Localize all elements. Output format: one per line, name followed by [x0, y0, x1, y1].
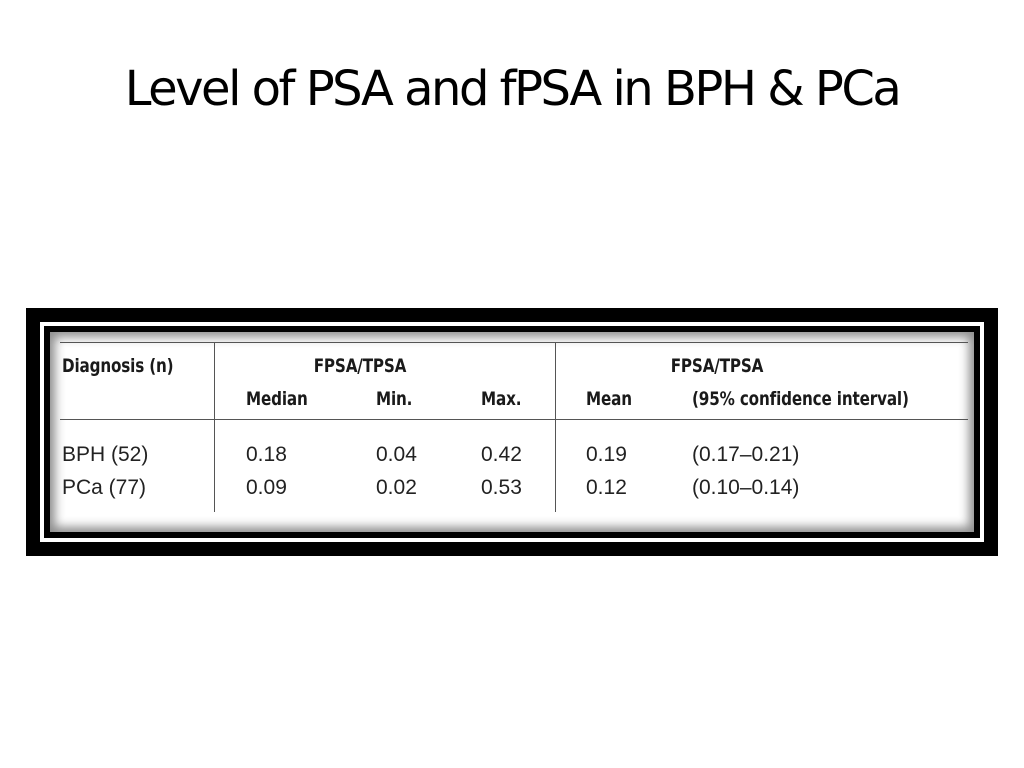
row-bph-diagnosis: BPH (52): [62, 443, 149, 466]
row-pca-ci: (0.10–0.14): [692, 476, 800, 499]
header-min: Min.: [376, 388, 413, 410]
row-bph-ci: (0.17–0.21): [692, 443, 800, 466]
psa-table: [50, 332, 974, 532]
table-divider-right: [555, 342, 556, 512]
table-frame: [26, 308, 998, 556]
row-bph-mean: 0.19: [586, 443, 627, 466]
row-pca-mean: 0.12: [586, 476, 627, 499]
row-bph-max: 0.42: [481, 443, 522, 466]
table-divider-left: [214, 342, 215, 512]
row-bph-min: 0.04: [376, 443, 417, 466]
slide-title: Level of PSA and fPSA in BPH & PCa: [124, 61, 900, 117]
header-group1-title: FPSA/TPSA: [313, 355, 407, 377]
row-pca-median: 0.09: [246, 476, 287, 499]
table-top-rule: [60, 342, 968, 343]
header-mean: Mean: [586, 388, 632, 410]
header-max: Max.: [481, 388, 522, 410]
row-pca-min: 0.02: [376, 476, 417, 499]
table-header-rule: [60, 419, 968, 420]
row-pca-diagnosis: PCa (77): [62, 476, 147, 499]
row-bph-median: 0.18: [246, 443, 287, 466]
header-group2-title: FPSA/TPSA: [670, 355, 764, 377]
header-median: Median: [246, 388, 308, 410]
header-diagnosis: Diagnosis (n): [62, 355, 174, 377]
header-ci: (95% confidence interval): [692, 388, 909, 410]
row-pca-max: 0.53: [481, 476, 522, 499]
